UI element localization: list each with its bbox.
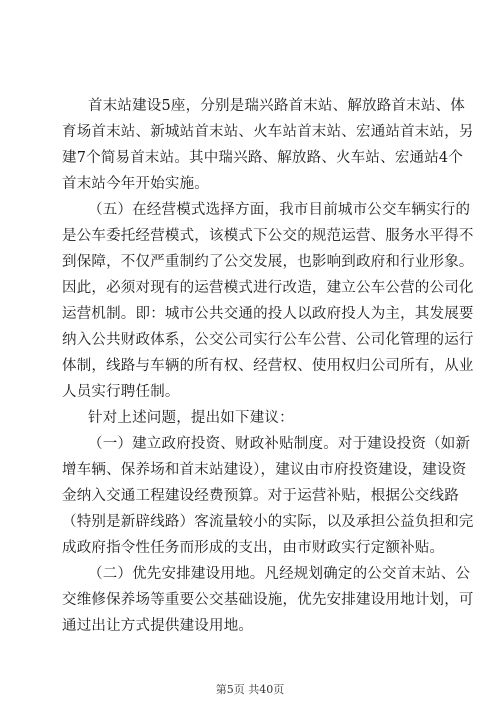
body-line: 首末站今年开始实施。 <box>62 176 209 192</box>
body-line: （特别是新辟线路）客流量较小的实际，以及承担公益负担和完 <box>62 514 474 530</box>
body-line: 运营机制。即：城市公共交通的投人以政府投人为主，其发展要 <box>62 306 474 322</box>
body-line: 纳入公共财政体系，公交公司实行公车公营、公司化管理的运行 <box>62 332 474 348</box>
body-line: 首末站建设5座，分别是瑞兴路首末站、解放路首末站、体 <box>88 98 465 114</box>
body-line: 成政府指令性任务而形成的支出，由市财政实行定额补贴。 <box>62 540 445 556</box>
page-number-footer: 第5页 共40页 <box>215 683 285 696</box>
body-line: 建7个简易首末站。其中瑞兴路、解放路、火车站、宏通站4个 <box>62 150 464 166</box>
body-line: 育场首末站、新城站首末站、火车站首末站、宏通站首末站，另 <box>62 124 474 140</box>
body-line: 金纳入交通工程建设经费预算。对于运营补贴，根据公交线路 <box>62 488 459 504</box>
body-line: 增车辆、保养场和首末站建设），建议由市府投资建设，建设资 <box>62 462 467 478</box>
body-line: 因此，必须对现有的运营模式进行改造，建立公车公营的公司化 <box>62 280 474 296</box>
body-line: 通过出让方式提供建设用地。 <box>62 618 254 634</box>
body-line: （一）建立政府投资、财政补贴制度。对于建设投资（如新 <box>88 436 471 452</box>
body-line: 到保障，不仅严重制约了公交发展，也影响到政府和行业形象。 <box>62 254 474 270</box>
body-line: （五）在经营模式选择方面，我市目前城市公交车辆实行的 <box>88 202 471 218</box>
body-line: （二）优先安排建设用地。凡经规划确定的公交首末站、公 <box>88 566 471 582</box>
body-line: 针对上述问题，提出如下建议： <box>88 410 294 426</box>
body-line: 体制，线路与车辆的所有权、经营权、使用权归公司所有，从业 <box>62 358 474 374</box>
body-line: 是公车委托经营模式，该模式下公交的规范运营、服务水平得不 <box>62 228 474 244</box>
body-line: 人员实行聘任制。 <box>62 384 180 400</box>
body-line: 交维修保养场等重要公交基础设施，优先安排建设用地计划，可 <box>62 592 474 608</box>
